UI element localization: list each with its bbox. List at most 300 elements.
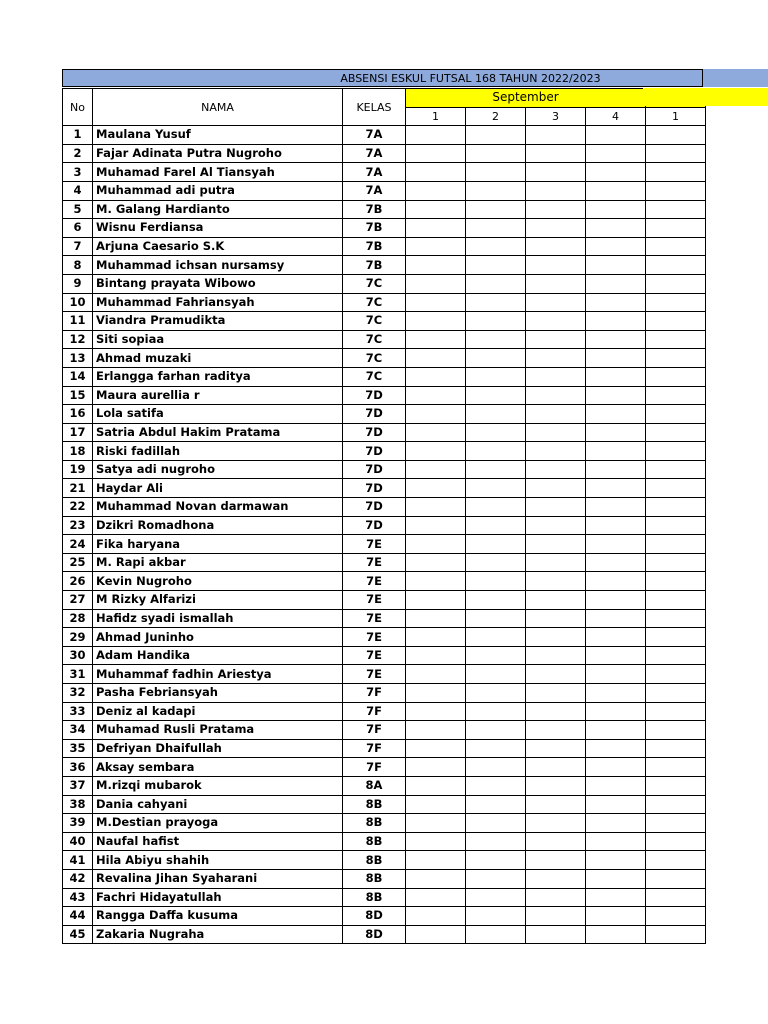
attendance-cell[interactable]: [526, 256, 586, 275]
attendance-cell[interactable]: [466, 553, 526, 572]
header-day-5[interactable]: 1: [646, 107, 706, 126]
attendance-cell[interactable]: [466, 795, 526, 814]
row-kelas[interactable]: 7A: [343, 144, 406, 163]
row-nama[interactable]: Muhammad ichsan nursamsy: [93, 256, 343, 275]
row-no[interactable]: 12: [63, 330, 93, 349]
attendance-cell[interactable]: [526, 312, 586, 331]
attendance-cell[interactable]: [526, 702, 586, 721]
attendance-cell[interactable]: [406, 628, 466, 647]
attendance-cell[interactable]: [646, 832, 706, 851]
row-no[interactable]: 5: [63, 200, 93, 219]
attendance-cell[interactable]: [526, 126, 586, 145]
row-nama[interactable]: M.Destian prayoga: [93, 814, 343, 833]
row-kelas[interactable]: 7E: [343, 646, 406, 665]
attendance-cell[interactable]: [646, 479, 706, 498]
attendance-cell[interactable]: [406, 814, 466, 833]
row-nama[interactable]: Hafidz syadi ismallah: [93, 609, 343, 628]
attendance-cell[interactable]: [586, 535, 646, 554]
attendance-cell[interactable]: [406, 553, 466, 572]
attendance-cell[interactable]: [406, 739, 466, 758]
attendance-cell[interactable]: [526, 423, 586, 442]
attendance-cell[interactable]: [586, 442, 646, 461]
row-no[interactable]: 28: [63, 609, 93, 628]
attendance-cell[interactable]: [406, 684, 466, 703]
row-nama[interactable]: Fajar Adinata Putra Nugroho: [93, 144, 343, 163]
attendance-cell[interactable]: [526, 739, 586, 758]
row-kelas[interactable]: 7F: [343, 758, 406, 777]
attendance-cell[interactable]: [466, 423, 526, 442]
attendance-cell[interactable]: [586, 256, 646, 275]
attendance-cell[interactable]: [406, 423, 466, 442]
attendance-cell[interactable]: [586, 795, 646, 814]
attendance-cell[interactable]: [466, 349, 526, 368]
attendance-cell[interactable]: [526, 274, 586, 293]
attendance-cell[interactable]: [526, 405, 586, 424]
row-nama[interactable]: Deniz al kadapi: [93, 702, 343, 721]
attendance-cell[interactable]: [646, 553, 706, 572]
row-no[interactable]: 36: [63, 758, 93, 777]
row-nama[interactable]: Arjuna Caesario S.K: [93, 237, 343, 256]
row-kelas[interactable]: 7A: [343, 126, 406, 145]
header-month[interactable]: September: [406, 89, 646, 108]
row-nama[interactable]: Dzikri Romadhona: [93, 516, 343, 535]
attendance-cell[interactable]: [586, 349, 646, 368]
attendance-cell[interactable]: [466, 721, 526, 740]
attendance-cell[interactable]: [586, 312, 646, 331]
attendance-cell[interactable]: [406, 795, 466, 814]
attendance-cell[interactable]: [646, 516, 706, 535]
attendance-cell[interactable]: [466, 535, 526, 554]
attendance-cell[interactable]: [526, 851, 586, 870]
row-nama[interactable]: Kevin Nugroho: [93, 572, 343, 591]
row-nama[interactable]: Fachri Hidayatullah: [93, 888, 343, 907]
attendance-cell[interactable]: [406, 126, 466, 145]
row-kelas[interactable]: 7C: [343, 367, 406, 386]
row-nama[interactable]: Viandra Pramudikta: [93, 312, 343, 331]
attendance-cell[interactable]: [466, 739, 526, 758]
attendance-cell[interactable]: [646, 869, 706, 888]
attendance-cell[interactable]: [406, 832, 466, 851]
attendance-cell[interactable]: [586, 330, 646, 349]
attendance-cell[interactable]: [646, 405, 706, 424]
attendance-cell[interactable]: [526, 237, 586, 256]
attendance-cell[interactable]: [526, 144, 586, 163]
row-kelas[interactable]: 7B: [343, 219, 406, 238]
attendance-cell[interactable]: [466, 256, 526, 275]
attendance-cell[interactable]: [646, 423, 706, 442]
attendance-cell[interactable]: [586, 516, 646, 535]
attendance-cell[interactable]: [406, 702, 466, 721]
attendance-cell[interactable]: [466, 609, 526, 628]
attendance-cell[interactable]: [646, 646, 706, 665]
attendance-cell[interactable]: [406, 330, 466, 349]
row-no[interactable]: 34: [63, 721, 93, 740]
row-kelas[interactable]: 7D: [343, 460, 406, 479]
attendance-cell[interactable]: [646, 386, 706, 405]
attendance-cell[interactable]: [646, 256, 706, 275]
attendance-cell[interactable]: [406, 851, 466, 870]
row-nama[interactable]: Ahmad muzaki: [93, 349, 343, 368]
row-kelas[interactable]: 7C: [343, 312, 406, 331]
row-nama[interactable]: Maura aurellia r: [93, 386, 343, 405]
attendance-cell[interactable]: [526, 181, 586, 200]
row-no[interactable]: 31: [63, 665, 93, 684]
header-kelas[interactable]: KELAS: [343, 89, 406, 126]
attendance-cell[interactable]: [466, 869, 526, 888]
attendance-cell[interactable]: [466, 274, 526, 293]
row-no[interactable]: 18: [63, 442, 93, 461]
row-no[interactable]: 27: [63, 591, 93, 610]
attendance-cell[interactable]: [526, 684, 586, 703]
row-kelas[interactable]: 7A: [343, 163, 406, 182]
attendance-cell[interactable]: [406, 237, 466, 256]
attendance-cell[interactable]: [406, 721, 466, 740]
attendance-cell[interactable]: [586, 386, 646, 405]
row-kelas[interactable]: 8A: [343, 776, 406, 795]
attendance-cell[interactable]: [646, 330, 706, 349]
attendance-cell[interactable]: [526, 721, 586, 740]
attendance-cell[interactable]: [646, 907, 706, 926]
attendance-cell[interactable]: [586, 126, 646, 145]
attendance-cell[interactable]: [406, 591, 466, 610]
attendance-cell[interactable]: [526, 442, 586, 461]
row-kelas[interactable]: 7F: [343, 739, 406, 758]
attendance-cell[interactable]: [526, 814, 586, 833]
header-day-1[interactable]: 1: [406, 107, 466, 126]
attendance-cell[interactable]: [526, 776, 586, 795]
row-no[interactable]: 7: [63, 237, 93, 256]
attendance-cell[interactable]: [646, 702, 706, 721]
attendance-cell[interactable]: [526, 479, 586, 498]
attendance-cell[interactable]: [466, 460, 526, 479]
attendance-cell[interactable]: [406, 405, 466, 424]
attendance-cell[interactable]: [586, 665, 646, 684]
attendance-cell[interactable]: [406, 163, 466, 182]
attendance-cell[interactable]: [646, 460, 706, 479]
row-no[interactable]: 44: [63, 907, 93, 926]
attendance-cell[interactable]: [406, 479, 466, 498]
row-kelas[interactable]: 7E: [343, 572, 406, 591]
row-kelas[interactable]: 7F: [343, 721, 406, 740]
row-no[interactable]: 3: [63, 163, 93, 182]
attendance-cell[interactable]: [466, 925, 526, 944]
row-no[interactable]: 19: [63, 460, 93, 479]
row-kelas[interactable]: 7D: [343, 423, 406, 442]
attendance-cell[interactable]: [646, 665, 706, 684]
row-no[interactable]: 2: [63, 144, 93, 163]
attendance-cell[interactable]: [406, 776, 466, 795]
row-nama[interactable]: Revalina Jihan Syaharani: [93, 869, 343, 888]
row-nama[interactable]: Pasha Febriansyah: [93, 684, 343, 703]
attendance-cell[interactable]: [526, 516, 586, 535]
row-nama[interactable]: Erlangga farhan raditya: [93, 367, 343, 386]
attendance-cell[interactable]: [406, 535, 466, 554]
attendance-cell[interactable]: [586, 758, 646, 777]
row-no[interactable]: 11: [63, 312, 93, 331]
row-nama[interactable]: Ahmad Juninho: [93, 628, 343, 647]
attendance-cell[interactable]: [646, 200, 706, 219]
attendance-cell[interactable]: [526, 628, 586, 647]
row-no[interactable]: 42: [63, 869, 93, 888]
attendance-cell[interactable]: [586, 479, 646, 498]
row-nama[interactable]: Siti sopiaa: [93, 330, 343, 349]
row-kelas[interactable]: 7C: [343, 293, 406, 312]
attendance-cell[interactable]: [646, 628, 706, 647]
attendance-cell[interactable]: [406, 498, 466, 517]
row-kelas[interactable]: 7E: [343, 535, 406, 554]
attendance-cell[interactable]: [586, 572, 646, 591]
attendance-cell[interactable]: [466, 181, 526, 200]
row-no[interactable]: 45: [63, 925, 93, 944]
attendance-cell[interactable]: [466, 367, 526, 386]
row-kelas[interactable]: 8B: [343, 814, 406, 833]
row-nama[interactable]: Muhammad Fahriansyah: [93, 293, 343, 312]
row-kelas[interactable]: 7B: [343, 237, 406, 256]
row-no[interactable]: 43: [63, 888, 93, 907]
attendance-cell[interactable]: [406, 609, 466, 628]
attendance-cell[interactable]: [406, 181, 466, 200]
attendance-cell[interactable]: [466, 646, 526, 665]
attendance-cell[interactable]: [526, 888, 586, 907]
attendance-cell[interactable]: [586, 721, 646, 740]
row-nama[interactable]: Muhammad Novan darmawan: [93, 498, 343, 517]
row-kelas[interactable]: 7E: [343, 591, 406, 610]
row-no[interactable]: 41: [63, 851, 93, 870]
row-kelas[interactable]: 7A: [343, 181, 406, 200]
row-kelas[interactable]: 8B: [343, 869, 406, 888]
attendance-cell[interactable]: [586, 498, 646, 517]
attendance-cell[interactable]: [466, 330, 526, 349]
row-nama[interactable]: Muhamad Rusli Pratama: [93, 721, 343, 740]
attendance-cell[interactable]: [406, 516, 466, 535]
attendance-cell[interactable]: [466, 684, 526, 703]
attendance-cell[interactable]: [586, 702, 646, 721]
attendance-cell[interactable]: [646, 293, 706, 312]
row-nama[interactable]: Fika haryana: [93, 535, 343, 554]
attendance-cell[interactable]: [406, 312, 466, 331]
row-kelas[interactable]: 7D: [343, 442, 406, 461]
row-kelas[interactable]: 7E: [343, 553, 406, 572]
row-kelas[interactable]: 7C: [343, 349, 406, 368]
row-kelas[interactable]: 7E: [343, 665, 406, 684]
row-kelas[interactable]: 7D: [343, 498, 406, 517]
attendance-cell[interactable]: [406, 200, 466, 219]
row-no[interactable]: 22: [63, 498, 93, 517]
attendance-cell[interactable]: [586, 144, 646, 163]
attendance-cell[interactable]: [406, 758, 466, 777]
row-kelas[interactable]: 7C: [343, 330, 406, 349]
attendance-cell[interactable]: [406, 274, 466, 293]
row-kelas[interactable]: 8D: [343, 907, 406, 926]
row-no[interactable]: 9: [63, 274, 93, 293]
attendance-cell[interactable]: [646, 572, 706, 591]
row-nama[interactable]: Defriyan Dhaifullah: [93, 739, 343, 758]
row-no[interactable]: 37: [63, 776, 93, 795]
row-nama[interactable]: Muhammad adi putra: [93, 181, 343, 200]
attendance-cell[interactable]: [406, 349, 466, 368]
header-no[interactable]: No: [63, 89, 93, 126]
header-day-3[interactable]: 3: [526, 107, 586, 126]
attendance-cell[interactable]: [466, 776, 526, 795]
row-no[interactable]: 38: [63, 795, 93, 814]
row-no[interactable]: 23: [63, 516, 93, 535]
row-kelas[interactable]: 7E: [343, 628, 406, 647]
attendance-cell[interactable]: [466, 126, 526, 145]
attendance-cell[interactable]: [526, 219, 586, 238]
attendance-cell[interactable]: [646, 274, 706, 293]
attendance-cell[interactable]: [466, 479, 526, 498]
attendance-cell[interactable]: [406, 925, 466, 944]
attendance-cell[interactable]: [586, 609, 646, 628]
attendance-cell[interactable]: [586, 832, 646, 851]
attendance-cell[interactable]: [466, 591, 526, 610]
attendance-cell[interactable]: [646, 219, 706, 238]
row-kelas[interactable]: 7D: [343, 386, 406, 405]
attendance-cell[interactable]: [586, 553, 646, 572]
row-no[interactable]: 26: [63, 572, 93, 591]
row-kelas[interactable]: 7D: [343, 405, 406, 424]
row-nama[interactable]: Lola satifa: [93, 405, 343, 424]
attendance-cell[interactable]: [526, 163, 586, 182]
row-kelas[interactable]: 8D: [343, 925, 406, 944]
attendance-cell[interactable]: [466, 442, 526, 461]
row-nama[interactable]: Rangga Daffa kusuma: [93, 907, 343, 926]
attendance-cell[interactable]: [646, 758, 706, 777]
row-no[interactable]: 13: [63, 349, 93, 368]
attendance-cell[interactable]: [646, 367, 706, 386]
attendance-cell[interactable]: [646, 181, 706, 200]
attendance-cell[interactable]: [646, 925, 706, 944]
row-nama[interactable]: Naufal hafist: [93, 832, 343, 851]
sheet-title-cell[interactable]: [62, 69, 703, 87]
attendance-cell[interactable]: [466, 163, 526, 182]
attendance-cell[interactable]: [466, 386, 526, 405]
attendance-cell[interactable]: [466, 405, 526, 424]
row-no[interactable]: 8: [63, 256, 93, 275]
row-nama[interactable]: M. Galang Hardianto: [93, 200, 343, 219]
attendance-cell[interactable]: [646, 591, 706, 610]
row-no[interactable]: 4: [63, 181, 93, 200]
attendance-cell[interactable]: [526, 535, 586, 554]
attendance-cell[interactable]: [466, 498, 526, 517]
row-nama[interactable]: M. Rapi akbar: [93, 553, 343, 572]
attendance-cell[interactable]: [646, 609, 706, 628]
attendance-cell[interactable]: [466, 702, 526, 721]
attendance-cell[interactable]: [586, 293, 646, 312]
attendance-cell[interactable]: [526, 386, 586, 405]
attendance-cell[interactable]: [646, 851, 706, 870]
attendance-cell[interactable]: [466, 237, 526, 256]
attendance-cell[interactable]: [526, 925, 586, 944]
row-no[interactable]: 39: [63, 814, 93, 833]
row-kelas[interactable]: 7F: [343, 702, 406, 721]
row-no[interactable]: 6: [63, 219, 93, 238]
attendance-cell[interactable]: [646, 814, 706, 833]
attendance-cell[interactable]: [526, 498, 586, 517]
row-nama[interactable]: Riski fadillah: [93, 442, 343, 461]
attendance-cell[interactable]: [586, 907, 646, 926]
row-no[interactable]: 10: [63, 293, 93, 312]
row-kelas[interactable]: 7C: [343, 274, 406, 293]
attendance-cell[interactable]: [646, 795, 706, 814]
attendance-cell[interactable]: [646, 684, 706, 703]
attendance-cell[interactable]: [466, 200, 526, 219]
attendance-cell[interactable]: [466, 219, 526, 238]
attendance-cell[interactable]: [586, 869, 646, 888]
row-nama[interactable]: Muhamad Farel Al Tiansyah: [93, 163, 343, 182]
attendance-cell[interactable]: [586, 684, 646, 703]
attendance-cell[interactable]: [586, 405, 646, 424]
attendance-cell[interactable]: [466, 851, 526, 870]
row-nama[interactable]: Haydar Ali: [93, 479, 343, 498]
header-day-4[interactable]: 4: [586, 107, 646, 126]
attendance-cell[interactable]: [646, 144, 706, 163]
attendance-cell[interactable]: [526, 609, 586, 628]
attendance-cell[interactable]: [586, 423, 646, 442]
attendance-cell[interactable]: [526, 646, 586, 665]
attendance-cell[interactable]: [586, 591, 646, 610]
attendance-cell[interactable]: [586, 851, 646, 870]
attendance-cell[interactable]: [586, 367, 646, 386]
attendance-cell[interactable]: [526, 367, 586, 386]
attendance-cell[interactable]: [526, 293, 586, 312]
row-no[interactable]: 29: [63, 628, 93, 647]
row-kelas[interactable]: 8B: [343, 832, 406, 851]
attendance-cell[interactable]: [586, 814, 646, 833]
row-nama[interactable]: M.rizqi mubarok: [93, 776, 343, 795]
row-nama[interactable]: Satya adi nugroho: [93, 460, 343, 479]
attendance-cell[interactable]: [586, 237, 646, 256]
row-kelas[interactable]: 8B: [343, 851, 406, 870]
row-no[interactable]: 15: [63, 386, 93, 405]
attendance-cell[interactable]: [406, 367, 466, 386]
row-kelas[interactable]: 7B: [343, 256, 406, 275]
row-no[interactable]: 40: [63, 832, 93, 851]
attendance-cell[interactable]: [526, 553, 586, 572]
attendance-cell[interactable]: [406, 386, 466, 405]
row-nama[interactable]: Muhammaf fadhin Ariestya: [93, 665, 343, 684]
attendance-cell[interactable]: [586, 219, 646, 238]
attendance-cell[interactable]: [466, 758, 526, 777]
attendance-cell[interactable]: [586, 628, 646, 647]
attendance-cell[interactable]: [586, 163, 646, 182]
attendance-cell[interactable]: [526, 460, 586, 479]
attendance-cell[interactable]: [406, 460, 466, 479]
attendance-cell[interactable]: [406, 907, 466, 926]
attendance-cell[interactable]: [406, 646, 466, 665]
attendance-cell[interactable]: [646, 126, 706, 145]
attendance-cell[interactable]: [406, 256, 466, 275]
row-no[interactable]: 21: [63, 479, 93, 498]
row-kelas[interactable]: 7D: [343, 516, 406, 535]
attendance-cell[interactable]: [646, 498, 706, 517]
attendance-cell[interactable]: [526, 869, 586, 888]
attendance-cell[interactable]: [466, 628, 526, 647]
attendance-cell[interactable]: [526, 349, 586, 368]
row-no[interactable]: 17: [63, 423, 93, 442]
attendance-cell[interactable]: [526, 330, 586, 349]
row-nama[interactable]: Maulana Yusuf: [93, 126, 343, 145]
attendance-cell[interactable]: [406, 869, 466, 888]
row-nama[interactable]: M Rizky Alfarizi: [93, 591, 343, 610]
attendance-cell[interactable]: [466, 312, 526, 331]
attendance-cell[interactable]: [586, 776, 646, 795]
attendance-cell[interactable]: [406, 888, 466, 907]
attendance-cell[interactable]: [406, 572, 466, 591]
attendance-cell[interactable]: [646, 237, 706, 256]
attendance-cell[interactable]: [466, 293, 526, 312]
attendance-cell[interactable]: [646, 888, 706, 907]
